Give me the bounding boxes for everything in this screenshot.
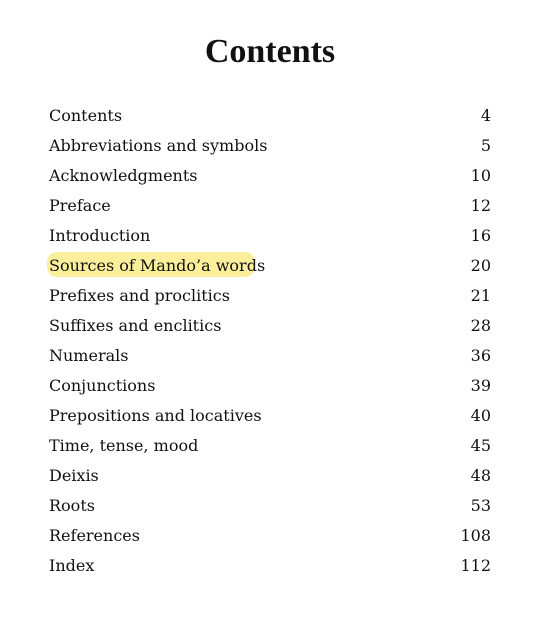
- page-title: Contents: [204, 33, 336, 70]
- toc-entry-label: Time, tense, mood: [49, 435, 199, 455]
- toc-entry-preface[interactable]: [49, 190, 491, 220]
- toc-entry-page-number: 20: [470, 255, 491, 275]
- toc-entry-suffixes[interactable]: [49, 310, 491, 340]
- table-of-contents: [49, 100, 491, 580]
- toc-entry-page-number: 45: [470, 435, 491, 455]
- toc-entry-page-number: 53: [470, 495, 491, 515]
- toc-entry-roots[interactable]: [49, 490, 491, 520]
- toc-entry-references[interactable]: [49, 520, 491, 550]
- toc-entry-page-number: 108: [460, 525, 491, 545]
- toc-entry-label: Introduction: [49, 225, 151, 245]
- toc-entry-page-number: 28: [470, 315, 491, 335]
- toc-entry-contents[interactable]: [49, 100, 491, 130]
- toc-entry-label: Contents: [49, 105, 123, 125]
- toc-entry-page-number: 48: [470, 465, 491, 485]
- toc-entry-page-number: 39: [470, 375, 491, 395]
- toc-entry-label: Preface: [49, 195, 111, 215]
- toc-entry-acknowledgments[interactable]: [49, 160, 491, 190]
- toc-entry-label: Index: [49, 555, 95, 575]
- toc-entry-page-number: 36: [470, 345, 491, 365]
- toc-entry-abbreviations[interactable]: [49, 130, 491, 160]
- toc-entry-label: Prepositions and locatives: [49, 405, 262, 425]
- toc-entry-page-number: 12: [470, 195, 491, 215]
- toc-entry-sources-of-mandoa-words[interactable]: [49, 250, 491, 280]
- toc-entry-page-number: 10: [470, 165, 491, 185]
- toc-entry-label: Suffixes and enclitics: [49, 315, 222, 335]
- toc-entry-label: References: [49, 525, 140, 545]
- toc-entry-numerals[interactable]: [49, 340, 491, 370]
- toc-entry-page-number: 4: [480, 105, 491, 125]
- toc-entry-label: Roots: [49, 495, 95, 515]
- toc-entry-page-number: 112: [460, 555, 491, 575]
- toc-entry-page-number: 16: [470, 225, 491, 245]
- toc-entry-label: Acknowledgments: [49, 165, 198, 185]
- toc-entry-prepositions[interactable]: [49, 400, 491, 430]
- toc-entry-index[interactable]: [49, 550, 491, 580]
- toc-entry-label: Conjunctions: [49, 375, 156, 395]
- toc-entry-label: Deixis: [49, 465, 99, 485]
- toc-entry-label: Numerals: [49, 345, 129, 365]
- toc-entry-label: Abbreviations and symbols: [49, 135, 268, 155]
- toc-entry-page-number: 40: [470, 405, 491, 425]
- toc-entry-deixis[interactable]: [49, 460, 491, 490]
- toc-entry-label: Prefixes and proclitics: [49, 285, 230, 305]
- toc-entry-conjunctions[interactable]: [49, 370, 491, 400]
- toc-entry-label: Sources of Mando’a words: [49, 255, 266, 275]
- toc-entry-time-tense-mood[interactable]: [49, 430, 491, 460]
- toc-entry-introduction[interactable]: [49, 220, 491, 250]
- toc-entry-page-number: 5: [480, 135, 491, 155]
- toc-entry-page-number: 21: [470, 285, 491, 305]
- toc-entry-prefixes[interactable]: [49, 280, 491, 310]
